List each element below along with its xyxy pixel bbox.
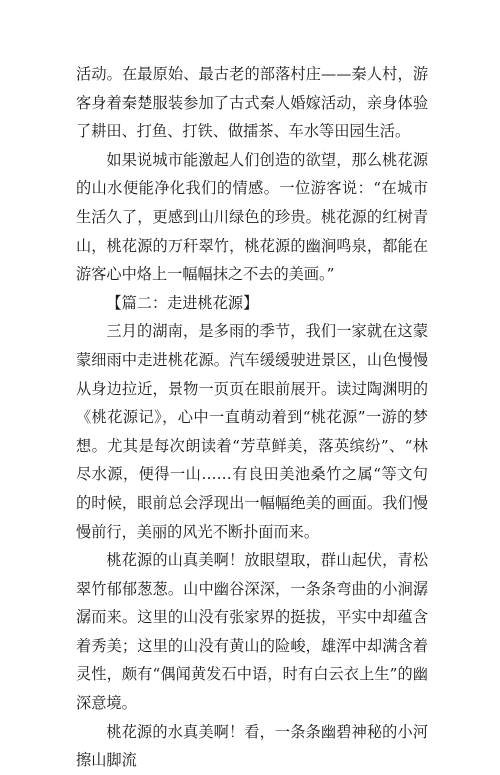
section-heading: 【篇二：走进桃花源】 — [106, 293, 259, 312]
paragraph-2: 如果说城市能激起人们创造的欲望，那么桃花源的山水便能净化我们的情感。一位游客说：“在城市生活久了，更感到山川绿色的珍贵。桃花源的红树青山，桃花源的万秆翠竹，桃花源的幽涧鸣泉，都能在游客心中烙上一幅幅抹之不去的美画。” — [76, 150, 428, 284]
paragraph-1: 活动。在最原始、最古老的部落村庄——秦人村，游客身着秦楚服装参加了古式秦人婚嫁活动，亲身体验了耕田、打鱼、打铁、做擂茶、车水等田园生活。 — [76, 65, 428, 141]
paragraph-4: 桃花源的山真美啊！放眼望取，群山起伏，青松翠竹郁郁葱葱。山中幽谷深深，一条条弯曲的小涧潺潺而来。这里的山没有张家界的挺拔，平实中却蕴含着秀美；这里的山没有黄山的险峻，雄浑中却满含着灵性，颇有“偶闻黄发石中语，时有白云衣上生”的幽深意境。 — [76, 551, 428, 713]
paragraph-3: 三月的湖南，是多雨的季节，我们一家就在这蒙蒙细雨中走进桃花源。汽车缓缓驶进景区，山色慢慢从身边拉近，景物一页页在眼前展开。读过陶渊明的《桃花源记》，心中一直萌动着到“桃花源”一游的梦想。尤其是每次朗读着“芳草鲜美，落英缤纷”、“林尽水源，便得一山……有良田美池桑竹之属“等文句的时候，眼前总会浮现出一幅幅绝美的画面。我们慢慢前行，美丽的风光不断扑面而来。 — [76, 322, 428, 541]
paragraph-5: 桃花源的水真美啊！看，一条条幽碧神秘的小河擦山脚流 — [76, 722, 428, 770]
document-body — [76, 60, 428, 775]
